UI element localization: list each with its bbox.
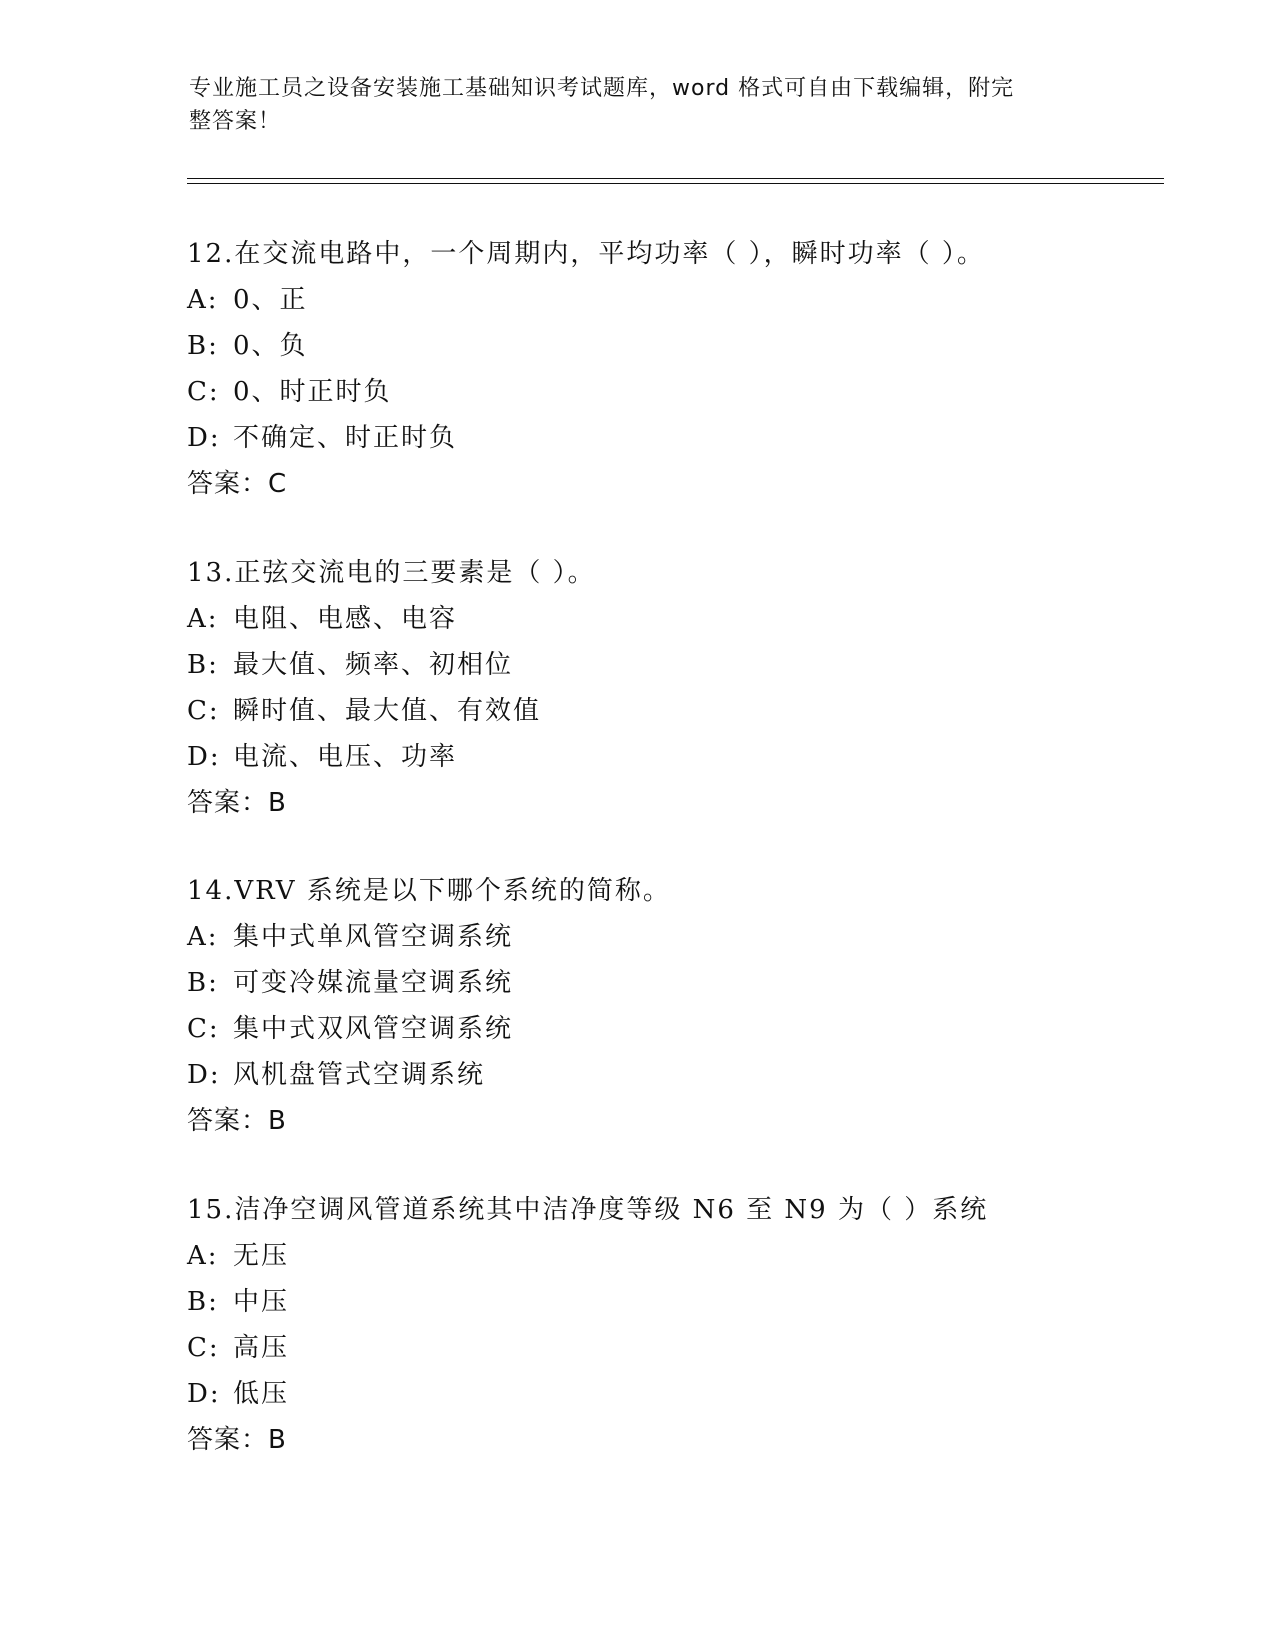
option-text: 集中式双风管空调系统	[233, 1014, 514, 1044]
question-stem: 12.在交流电路中，一个周期内，平均功率（ ），瞬时功率（ ）。	[187, 239, 985, 269]
question-13	[187, 550, 1167, 826]
option-d	[187, 734, 1167, 780]
question-14	[187, 868, 1167, 1144]
option-d	[187, 415, 1167, 461]
option-text: 0、时正时负	[233, 377, 392, 407]
option-b	[187, 642, 1167, 688]
option-letter: D:	[187, 742, 221, 772]
option-text: 最大值、频率、初相位	[233, 650, 514, 680]
option-d	[187, 1371, 1167, 1417]
option-text: 高压	[233, 1333, 290, 1363]
header-divider-bottom	[187, 183, 1164, 184]
option-letter: B:	[187, 331, 219, 361]
option-letter: D:	[187, 423, 221, 453]
option-text: 不确定、时正时负	[233, 423, 458, 453]
option-letter: B:	[187, 650, 219, 680]
option-text: 0、负	[233, 331, 308, 361]
option-letter: A:	[187, 285, 219, 315]
option-b	[187, 323, 1167, 369]
option-letter: A:	[187, 922, 219, 952]
option-text: 风机盘管式空调系统	[233, 1060, 486, 1090]
option-text: 电阻、电感、电容	[233, 604, 458, 634]
option-a	[187, 914, 1167, 960]
question-12	[187, 231, 1167, 507]
answer-line: 答案：C	[187, 469, 288, 499]
header-line-1: 专业施工员之设备安装施工基础知识考试题库，word 格式可自由下载编辑，附完	[189, 76, 1015, 101]
option-text: 中压	[233, 1287, 290, 1317]
option-letter: D:	[187, 1060, 221, 1090]
header-divider-top	[187, 178, 1164, 179]
question-stem: 15.洁净空调风管道系统其中洁净度等级 N6 至 N9 为（ ）系统	[187, 1195, 989, 1225]
question-stem: 13.正弦交流电的三要素是（ ）。	[187, 558, 596, 588]
option-a	[187, 596, 1167, 642]
option-c	[187, 369, 1167, 415]
document-header	[189, 72, 1069, 138]
option-letter: C:	[187, 1014, 220, 1044]
option-text: 可变冷媒流量空调系统	[233, 968, 514, 998]
option-letter: B:	[187, 1287, 219, 1317]
option-text: 0、正	[233, 285, 308, 315]
option-letter: C:	[187, 1333, 220, 1363]
answer-line: 答案：B	[187, 788, 287, 818]
option-letter: C:	[187, 696, 220, 726]
option-letter: B:	[187, 968, 219, 998]
option-text: 瞬时值、最大值、有效值	[233, 696, 542, 726]
option-letter: C:	[187, 377, 220, 407]
answer-line: 答案：B	[187, 1106, 287, 1136]
option-letter: A:	[187, 1241, 219, 1271]
option-a	[187, 1233, 1167, 1279]
header-line-2: 整答案！	[189, 109, 282, 134]
option-a	[187, 277, 1167, 323]
option-text: 集中式单风管空调系统	[233, 922, 514, 952]
option-letter: A:	[187, 604, 219, 634]
option-letter: D:	[187, 1379, 221, 1409]
question-15	[187, 1187, 1167, 1463]
option-c	[187, 1325, 1167, 1371]
option-d	[187, 1052, 1167, 1098]
option-text: 低压	[233, 1379, 290, 1409]
option-b	[187, 1279, 1167, 1325]
option-b	[187, 960, 1167, 1006]
option-text: 无压	[233, 1241, 290, 1271]
question-stem: 14.VRV 系统是以下哪个系统的简称。	[187, 876, 671, 906]
option-c	[187, 688, 1167, 734]
option-text: 电流、电压、功率	[233, 742, 458, 772]
answer-line: 答案：B	[187, 1425, 287, 1455]
option-c	[187, 1006, 1167, 1052]
